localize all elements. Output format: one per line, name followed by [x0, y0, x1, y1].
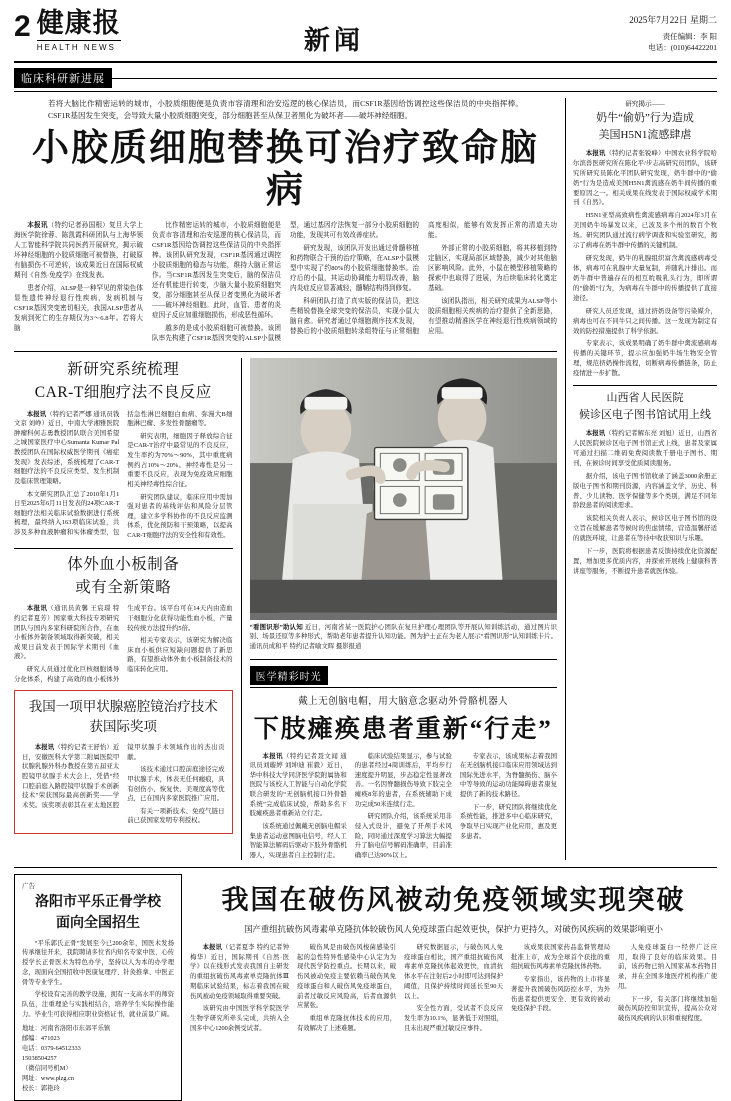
tetanus-headline: 我国在破伤风被动免疫领域实现突破 [221, 885, 686, 916]
brain-robot-headline: 下肢瘫痪患者重新“行走” [253, 715, 553, 743]
ad-address: 地址：河南省洛阳市东郊平乐镇 [22, 1024, 111, 1032]
divider [14, 351, 557, 352]
paragraph: 下一步，研究团队将继续优化系统性能，推进多中心临床研究，争取早日实现产业化应用，惠及更多患者。 [459, 803, 557, 840]
divider [14, 548, 233, 549]
main-content [14, 98, 566, 860]
paragraph: 科研团队打造了真实版的保洁员，把这些精锐替换全球突变的保洁员，实现小鼠大脑自愈。研究者通过单细胞测序技术发现，替换后的小胶质细胞转录组特征与正常细胞高度相似，能够有效发挥正常的清道夫功能。 [290, 221, 557, 335]
section-tag: 临床科研新进展 [14, 68, 112, 88]
cart-body [14, 410, 233, 541]
ad-title-line2: 面向全国招生 [56, 915, 140, 931]
paragraph: 研究人员通过优化巨核细胞诱导分化体系，构建了高效的血小板体外生成平台。该平台可在14天内由造血干细胞分化获得功能性血小板，产量较传统方法提升约5倍。 [14, 605, 233, 683]
tetanus-col-4 [511, 943, 610, 1037]
byline: 本报讯 [202, 943, 223, 951]
ad-body [22, 939, 174, 1020]
ad-mobile: 15038504257 [22, 1054, 57, 1062]
paragraph: （特约记者张锐峰）中国农业科学院哈尔滨兽医研究所在陈化平/步志高研究员团队，该研究所研究员陈化平团队研究发现，奶牛群中的“偷奶”行为是造成美国H5N1禽流感在奶牛间传播的重要原因之一。相关成果在线发表于国际权威学术期刊《自然》。 [573, 149, 718, 207]
paragraph: 研究团队介绍，该系统采用非侵入式设计，避免了开颅手术风险，同时通过深度学习算法大幅提升了脑电信号解码准确率，目前准确率已达90%以上。 [354, 813, 452, 859]
paragraph: 该团队指出，相关研究成果为ALSP等小胶质细胞相关疾病的治疗提供了全新思路，有望推动精准医学在神经退行性疾病领域的应用。 [428, 297, 557, 335]
section-name: 新闻 [303, 26, 364, 55]
paragraph: 研究表明，细胞因子释放综合征是CAR-T治疗中最常见的不良反应，发生率约为70%～90%，其中重度病例约占10%～20%。神经毒性是另一重要不良反应，表现为免疫效应细胞相关神经毒性综合征。 [127, 432, 233, 488]
brain-robot-deck: 戴上无创脑电帽，用大脑意念驱动外骨骼机器人 [298, 696, 509, 707]
paragraph: 学校设有完善的教学设施，拥有一支高水平的师资队伍，注重理论与实践相结合，培养学生实际操作能力。毕业生可获得相应职业资格证书，就业前景广阔。 [22, 991, 174, 1018]
boxed-headline-line2: 获国际奖项 [89, 719, 158, 735]
bottom-section [14, 867, 717, 1101]
tetanus-col-1 [190, 943, 289, 1037]
tetanus-deck: 国产重组抗破伤风毒素单克隆抗体较破伤风人免疫球蛋白起效更快，保护力更持久，对破伤风疾病的效果影响更小 [244, 925, 663, 935]
paragraph: 患者介绍，ALSP是一种罕见的常染色体显性遗传神经退行性疾病，发病机制与CSF1R基因突变密切相关，我国ALSP患者从发病到死亡的生存期仅为3～6.8年。若将大脑 [14, 284, 143, 332]
rail-top-body [573, 149, 717, 379]
lead-headline: 小胶质细胞替换可治疗致命脑病 [32, 127, 539, 212]
paragraph: 安全性方面，受试者不良反应发生率为10.1%，显著低于对照组，且未出现严重过敏反应事件。 [404, 1005, 503, 1032]
paragraph: 该技术通过口腔前庭途径完成甲状腺手术，体表无任何瘢痕，具有创伤小、恢复快、美观度高等优点，已在国内多家医院推广应用。 [127, 766, 225, 803]
cart-headline-line1: 新研究系统梳理 [67, 360, 180, 378]
lead-abstract: 若将大脑比作精密运转的城市，小胶质细胞便是负责市容清理和治安巡逻的核心保洁员，而CSF1R基因给饬调控这些保洁员的中央指挥棒。CSF1R基因发生突变，会导致大量小胶质细胞突变，部分细胞甚至从保卫者黑化为破坏者——破坏神经细胞。 [48, 99, 523, 120]
paragraph: 该成果获国家药品监督管理局批准上市，成为全球首个获批的重组抗破伤风毒素单克隆抗体药物。 [511, 943, 610, 971]
ad-principal: 校长：郭艳玲 [22, 1084, 60, 1092]
paragraph: 该系统通过佩戴无创脑电帽采集患者运动意图脑电信号，经人工智能算法解码后驱动下肢外骨骼机器人，实现患者自主控制行走。 [249, 822, 347, 859]
paragraph: （记者夏李 特约记者钟梅华）近日，国际期刊《自然·医学》以在线形式发表我国自主研发的重组抗破伤风毒素单克隆抗体Ⅲ期临床试验结果，标志着我国在破伤风被动免疫领域取得重要突破。 [190, 943, 289, 1000]
paragraph: 研究发现，该团队开发出通过骨髓移植和药物联合干预的治疗策略，在ALSP小鼠模型中实现了约80%的小胶质细胞替换率。治疗后的小鼠，其运动协调能力明显改善，脑内炎症反应显著减轻，髓鞘结构得到修复。 [290, 244, 419, 292]
logo-english: HEALTH NEWS [37, 40, 121, 52]
photo-image [250, 358, 557, 613]
paragraph: （特约记者严娜 通讯员钱文京 刘峥）近日，中南大学湘雅医院肿瘤科何志勇教授团队联合美国希望之城国家医疗中心Sumanta Kumar Pal教授团队在国际权威医学期刊《癌症发现》发表综述，系统梳理了CAR-T细胞疗法的不良反应类型、发生机制及临床管理策略。 [14, 410, 120, 485]
photo-and-feature [242, 358, 557, 861]
caption-credit: 通讯员成和平 特约记者喻文晖 摄影报道 [249, 643, 362, 651]
paragraph: H5N1亚型高致病性禽流感病毒自2024年3月在美国奶牛场暴发以来，已波及多个州的数百个牧场。研究团队通过流行病学调查和实验室研究，揭示了病毒在奶牛群中传播的关键机制。 [573, 212, 717, 250]
paragraph: 外部正常的小胶质细胞，将其移植到特定脑区，实现局部区域替换，减少对其他脑区影响风险。此外，小鼠在模型移植策略的探索中也取得了进展，为后续临床转化奠定基础。 [428, 244, 557, 292]
ad-phone: 电话：0379-64512333 [22, 1044, 81, 1052]
section-tag-bar [14, 68, 717, 88]
platelet-headline-line1: 体外血小板制备 [67, 555, 180, 573]
divider [573, 385, 717, 386]
paragraph: 人免疫球蛋白一经停广泛应用，取得了良好的临床效果。目前，该药物已纳入国家基本药物目录，并在全国多地医疗机构推广使用。 [618, 943, 717, 990]
rail-kicker: 研究揭示—— [625, 101, 665, 108]
byline: 本报讯 [585, 149, 606, 157]
paragraph: 专家表示，该成果明确了奶牛群中禽流感病毒传播的关键环节，提示应加强奶牛场生物安全管理，规范挤奶操作流程，切断病毒传播链条，防止疫情进一步扩散。 [573, 340, 717, 378]
divider [14, 91, 717, 92]
byline: 本报讯 [585, 430, 606, 438]
paragraph: 专家表示，该成果标志着我国在无创脑机接口临床应用领域达到国际先进水平，为脊髓损伤、脑卒中等导致的运动功能障碍患者康复提供了新的技术路径。 [459, 752, 557, 799]
paragraph: 破伤风是由破伤风梭菌感染引起的急性特异性感染中心认定为为现代医学防控重点。长期以来，破伤风被动免疫主要依赖马破伤风免疫球蛋白和人破伤风免疫球蛋白，前者过敏反应风险高，后者血源供应紧张。 [297, 943, 396, 1010]
platelet-headline-line2: 或有全新策略 [75, 578, 172, 596]
tetanus-col-2 [297, 943, 396, 1037]
advertisement[interactable] [14, 874, 182, 1101]
rail-headline-line1: 奶牛“偷奶”行为造成 [596, 112, 694, 124]
paragraph: 研究数据显示，与破伤风人免疫球蛋白相比，国产重组抗破伤风毒素单克隆抗体起效更快，血清抗体水平在注射后2小时即可达到保护阈值，且保护持续时间延长至90天以上。 [404, 943, 503, 1000]
page-number: 2 [14, 10, 31, 43]
boxed-headline-line1: 我国一项甲状腺癌腔镜治疗技术 [28, 699, 218, 715]
ad-website[interactable]: 网址：www.plzg.cn [22, 1074, 75, 1082]
paragraph: 临床试验结果显示，参与试验的患者经过4周训练后，平均步行速度提升明显，步态稳定性显著改善。一名因脊髓损伤导致下肢完全瘫痪8年的患者，在系统辅助下成功完成50米连续行走。 [354, 752, 452, 808]
tetanus-col-5 [618, 943, 717, 1037]
paragraph: 越多的是成小胶质细胞可被替换。该团队率先构建了CSF1R基因突变的ALSP小鼠模型，通过基因疗法恢复一部分小胶质细胞的功能，发现其可有效改善症状。 [152, 221, 419, 342]
paragraph: 该院相关负责人表示，候诊区电子图书馆的设立旨在缓解患者等候时的焦虑情绪，营造温馨舒适的就医环境，让患者在等待中收获知识与乐趣。 [573, 515, 717, 543]
paragraph: 相关专家表示，该研究为解决临床血小板供应短缺问题提供了新思路，有望推动体外血小板制备技术的临床转化应用。 [127, 637, 233, 674]
ad-title-line1: 洛阳市平乐正骨学校 [35, 895, 161, 911]
right-sidebar [566, 98, 717, 860]
divider [250, 659, 557, 660]
byline: 本报讯 [27, 221, 48, 229]
paragraph: 比作精密运转的城市，小胶质细胞便是负责市容清理和治安巡逻的核心保洁员，而CSF1R基因给饬调控这些保洁员的中央指挥棒。该团队研究发现，CSF1R基因通过调控小胶质细胞的稳态与功能，维持大脑正常运作。当CSF1R基因发生突变后，脑的保洁员还有机能进行转变，少脑大量小胶质细胞突变，部分细胞甚至从保卫者变黑化为破坏者——破坏神经细胞。此时，血管、患者的炎症因子反应加重细胞损伤，形成恶性循环。 [152, 221, 281, 319]
ad-label: 广告 [22, 883, 35, 891]
contact-phone: 电话：(010)64422201 [648, 42, 717, 52]
paragraph: 专家指出，该药物的上市将显著提升我国破伤风防控水平，为外伤患者提供更安全、更有效的被动免疫保护手段。 [511, 976, 610, 1013]
newspaper-logo [37, 10, 121, 52]
rail-headline-line2: 美国H5N1流感肆虐 [598, 128, 692, 141]
byline: 本报讯 [26, 605, 48, 613]
publication-date: 2025年7月22日 星期二 [629, 15, 717, 25]
logo-chinese: 健康报 [36, 8, 121, 38]
caption-text: 近日，河南省某一医院护心团队在复旦护理心理团队等开展认知训练活动，通过图片识别、场景还原等多种形式，帮助老年患者提升认知功能。图为护士正在为老人展示“看图识形”认知训练卡片。 [249, 623, 558, 641]
caption-title: “看图识形”助认知 [249, 623, 303, 631]
medical-section-header [250, 666, 557, 688]
brain-robot-body [250, 752, 557, 861]
paragraph: “平乐郭氏正骨”发展至今已200余年，国医术发扬传承继往开来，我院聘请多位省内知名专家中医、心传授学长正骨医术为特色办学，坚持以人为本的办学理念，现面向全国招收中医康复理疗、针灸推拿、中医正骨等专业学生。 [22, 939, 174, 986]
paragraph: 该研究由中国医学科学院医学生物学研究所牵头完成，共纳入全国多中心1200余例受试者。 [190, 1005, 289, 1032]
rail2-headline-line2: 候诊区电子图书馆试用上线 [579, 409, 711, 422]
rail2-headline-line1: 山西省人民医院 [606, 392, 684, 405]
paragraph: 有关一项新技术、免疫气链日前已获国家发明专利授权。 [127, 807, 225, 825]
paragraph: 据介绍，该电子图书馆收录了涵盖3000余册正版电子图书和期刊资源，内容涵盖文学、历史、科普、少儿读物、医学保健等多个类别，满足不同年龄段患者的阅读需求。 [573, 472, 717, 510]
boxed-article [14, 690, 233, 834]
lead-body [14, 221, 557, 344]
paragraph: （特约记者王舒怡）近日，安徽医科大学第二附属医院甲状腺乳腺外科办教授在第五届亚太腔镜甲状腺手术大会上，凭借“经口腔前庭入路腔镜甲状腺手术创新技术”荣获国际最高创新奖——学术奖。该奖项表彰其在亚太地区腔镜甲状腺手术领域作出的杰出贡献。 [22, 744, 225, 809]
photo-caption [250, 623, 557, 652]
divider [250, 687, 557, 688]
paragraph: 重组单克隆抗体技术的应用，有效解决了上述难题。 [297, 1015, 396, 1032]
responsible-editor: 责任编辑：李 阳 [662, 31, 717, 41]
paragraph: 下一步，有关部门将继续加强破伤风防控知识宣传，提高公众对破伤风疾病的认识和重视程度。 [618, 995, 717, 1023]
paragraph: （特约记者解东亮 刘旭）近日，山西省人民医院候诊区电子图书馆正式上线，患者及家属可通过扫描二维码免费阅读数千册电子图书、期刊，在候诊时间享受优质阅读服务。 [573, 430, 718, 467]
news-photo [250, 358, 557, 620]
divider [112, 78, 717, 79]
left-articles [14, 358, 242, 861]
ad-postcode: 邮编：471023 [22, 1034, 60, 1042]
paragraph: 研究发现，奶牛的乳腺组织富含禽流感病毒受体，病毒可在乳腺中大量复制，并随乳汁排出。而奶牛群中普遍存在的相互吮吸乳头行为，即所谓的“偷奶”行为，为病毒在牛群中的传播提供了直接途径。 [573, 255, 717, 302]
cart-headline-line2: CAR-T细胞疗法不良反应 [34, 383, 212, 401]
paragraph: （特约记者聂文闻 通讯员刘璇婷 刘坤迪 崔毅）近日，华中科技大学同济医学院附属协和医院与该校人工智能与自动化学院联合研发的“无创脑机接口外骨骼系统”完成临床试验，帮助多名下肢瘫痪患者重新站立行走。 [249, 752, 347, 818]
byline: 本报讯 [262, 752, 284, 760]
boxed-body [22, 743, 225, 826]
byline: 本报讯 [34, 744, 55, 752]
masthead-info [547, 10, 717, 53]
tetanus-article [190, 874, 717, 1101]
rail-bottom-body [573, 429, 717, 577]
paragraph: （特约记者孙国根）复旦大学上海医学院徐蓉、陈凯霞科研团队与上海华领人工智能科学院共同医药开展研究，揭示破坏神经细胞的小胶质细胞可被替换，打破原有脑损伤不可逆转，该成果近日在国际权威期刊《自然·免疫学》在线发表。 [14, 221, 144, 279]
paragraph: 研究团队建议，临床应用中需加强对患者的基线评估和风险分层管理，建立多学科协作的不良反应监测体系，优化预防和干预策略，以提高CAR-T细胞疗法的安全性和有效性。 [127, 493, 233, 539]
paragraph: 本文研究团队汇总了2010年1月1日至2025年6月11日发表的24项CAR-T细胞疗法相关临床试验数据进行系统梳理，最终纳入163项临床试验，共涉及多种血液肿瘤和实体瘤类型，包括急性淋巴细胞白血病、弥漫大B细胞淋巴瘤、多发性骨髓瘤等。 [14, 410, 233, 536]
paragraph: 下一步，医院将根据患者反馈持续优化资源配置，增加更多优质内容，并探索开展线上健康科普讲座等服务，不断提升患者就医体验。 [573, 548, 717, 576]
platelet-body [14, 604, 233, 684]
masthead [14, 10, 717, 63]
ad-contact [22, 1024, 174, 1094]
paragraph: （通讯员黄馨 王宸璟 特约记者夏芳）国家重大科技专项研究团队与国内多家科研院所合作，在血小板体外制备领域取得新突破，相关成果日前发表于国际学术期刊《血液》。 [14, 605, 120, 661]
ad-wechat: （微信同号机M） [22, 1064, 72, 1072]
medical-section-tag: 医学精彩时光 [250, 666, 328, 685]
byline: 本报讯 [26, 410, 47, 418]
paragraph: 研究人员还发现，通过挤奶设备等污染媒介，病毒也可在不同牛只之间传播。这一发现为制定有效的防控措施提供了科学依据。 [573, 307, 717, 335]
tetanus-col-3 [404, 943, 503, 1037]
